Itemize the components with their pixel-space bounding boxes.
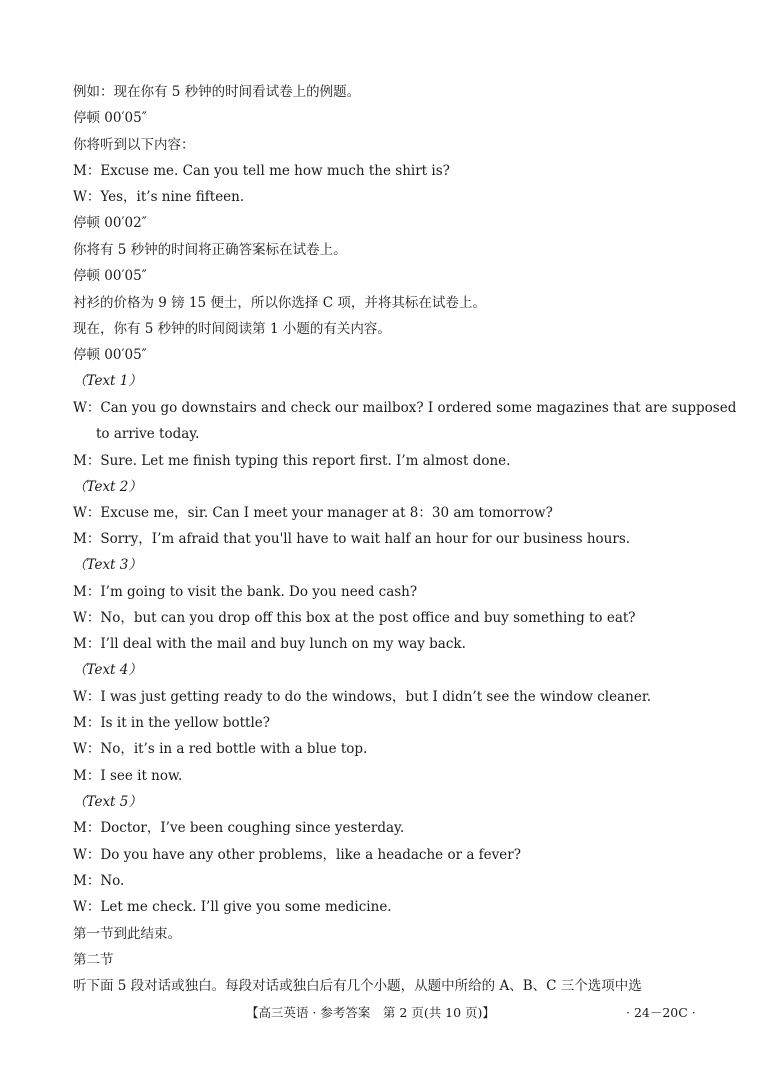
dialogue-line: M：Doctor，I’ve been coughing since yesterday. — [73, 820, 405, 836]
dialogue-line: W：Yes，it’s nine fifteen. — [73, 189, 245, 205]
text-line: 你将听到以下内容： — [73, 137, 195, 153]
dialogue-line: M：I’ll deal with the mail and buy lunch on my way back. — [73, 636, 466, 652]
dialogue-line: W：Can you go downstairs and check our mailbox? I ordered some magazines that are supposed — [73, 400, 737, 416]
dialogue-line: M：I’m going to visit the bank. Do you need cash? — [73, 584, 418, 600]
text-line: 衬衫的价格为 9 镑 15 便士，所以你选择 C 项，并将其标在试卷上。 — [73, 295, 486, 311]
section-end-text: 第一节到此结束。 — [73, 926, 181, 942]
dialogue-line: W：Let me check. I’ll give you some medicine. — [73, 899, 392, 915]
text-label: （Text 3） — [73, 557, 142, 573]
dialogue-line: W：No，it’s in a red bottle with a blue top. — [73, 741, 368, 757]
dialogue-line: M：No. — [73, 873, 125, 889]
text-line: 现在，你有 5 秒钟的时间阅读第 1 小题的有关内容。 — [73, 321, 391, 337]
page-footer-code: · 24－20C · — [626, 1005, 696, 1020]
text-line: 你将有 5 秒钟的时间将正确答案标在试卷上。 — [73, 242, 347, 258]
dialogue-line: W：Do you have any other problems，like a headache or a fever? — [73, 847, 521, 863]
dialogue-line-continuation: to arrive today. — [96, 426, 200, 442]
text-label: （Text 1） — [73, 373, 142, 389]
text-label: （Text 5） — [73, 794, 142, 810]
dialogue-line: M：Is it in the yellow bottle? — [73, 715, 271, 731]
dialogue-line: M：Sorry，I’m afraid that you'll have to wait half an hour for our business hours. — [73, 531, 631, 547]
dialogue-line: W：I was just getting ready to do the windows，but I didn’t see the window cleaner. — [73, 689, 652, 705]
instruction-text: 听下面 5 段对话或独白。每段对话或独白后有几个小题，从题中所给的 A、B、C 三个选项中选 — [73, 978, 642, 994]
pause-marker: 停顿 00′05″ — [73, 347, 147, 363]
page-footer-title: 【高三英语 · 参考答案 第 2 页(共 10 页)】 — [246, 1005, 495, 1020]
text-label: （Text 4） — [73, 662, 142, 678]
text-line: 例如：现在你有 5 秒钟的时间看试卷上的例题。 — [73, 84, 361, 100]
pause-marker: 停顿 00′05″ — [73, 110, 147, 126]
dialogue-line: M：Sure. Let me finish typing this report first. I’m almost done. — [73, 453, 511, 469]
dialogue-line: M：I see it now. — [73, 768, 183, 784]
dialogue-line: M：Excuse me. Can you tell me how much the shirt is? — [73, 163, 450, 179]
pause-marker: 停顿 00′02″ — [73, 215, 147, 231]
text-label: （Text 2） — [73, 479, 142, 495]
section-heading: 第二节 — [73, 952, 114, 968]
dialogue-line: W：No，but can you drop off this box at the post office and buy something to eat? — [73, 610, 636, 626]
dialogue-line: W：Excuse me，sir. Can I meet your manager at 8：30 am tomorrow? — [73, 505, 553, 521]
pause-marker: 停顿 00′05″ — [73, 268, 147, 284]
